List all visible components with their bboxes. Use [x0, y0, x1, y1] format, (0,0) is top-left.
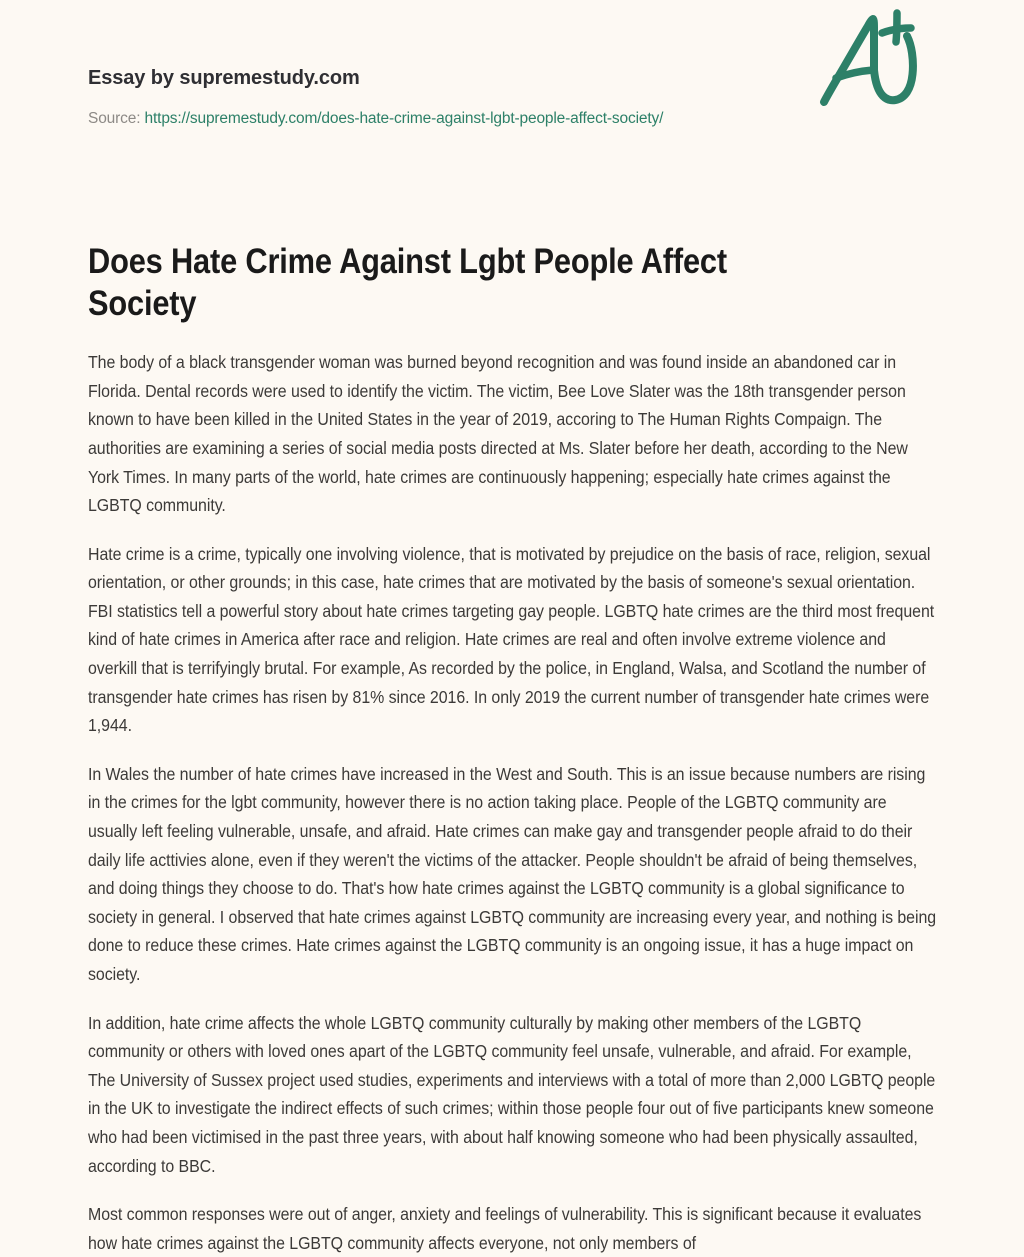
byline: Essay by supremestudy.com — [88, 67, 360, 89]
page-header — [88, 0, 936, 129]
body-paragraph: In Wales the number of hate crimes have increased in the West and South. This is an issue because numbers are rising in the crimes for the lgbt community, however there is no action taking place. People of the LGBTQ community are usually left feeling vulnerable, unsafe, and afraid. Hate crimes can make gay and transgender people afraid to do their daily life acttivies alone, even if they weren't the victims of the attacker. People shouldn't be afraid of being themselves, and doing things they choose to do. That's how hate crimes against the LGBTQ community is a global significance to society in general. I observed that hate crimes against LGBTQ community are increasing every year, and nothing is being done to reduce these crimes. Hate crimes against the LGBTQ community is an ongoing issue, it has a huge impact on society. — [88, 763, 937, 985]
body-paragraph: Most common responses were out of anger, anxiety and feelings of vulnerability. This is significant because it evaluates how hate crimes against the LGBTQ community affects everyone, not only members of — [88, 1204, 922, 1253]
source-url-link[interactable]: https://supremestudy.com/does-hate-crime-against-lgbt-people-affect-society/ — [144, 110, 664, 127]
body-paragraph: In addition, hate crime affects the whole LGBTQ community culturally by making other members of the LGBTQ community or others with loved ones apart of the LGBTQ community feel unsafe, vulnerable, and afraid. For example, The University of Sussex project used studies, experiments and interviews with a total of more than 2,000 LGBTQ people in the UK to investigate the indirect effects of such crimes; within those people four out of five participants knew someone who had been victimised in the past three years, with about half knowing someone who had been physically assaulted, according to BBC. — [88, 1012, 936, 1176]
source-line — [88, 109, 936, 129]
a-plus-logo-icon — [814, 4, 932, 116]
page-title: Does Hate Crime Against Lgbt People Affect Society — [88, 242, 727, 324]
essay-body — [88, 325, 936, 1257]
body-paragraph: The body of a black transgender woman was burned beyond recognition and was found inside an abandoned car in Florida. Dental records were used to identify the victim. The victim, Bee Love Slater was the 18th transgender person known to have been killed in the United States in the year of 2019, accoring to The Human Rights Compaign. The authorities are examining a series of social media posts directed at Ms. Slater before her death, according to the New York Times. In many parts of the world, hate crimes are continuously happening; especially hate crimes against the LGBTQ community. — [88, 352, 908, 516]
body-paragraph: Hate crime is a crime, typically one involving violence, that is motivated by prejudice on the basis of race, religion, sexual orientation, or other grounds; in this case, hate crimes that are motivated by the basis of someone's sexual orientation. FBI statistics tell a powerful story about hate crimes targeting gay people. LGBTQ hate crimes are the third most frequent kind of hate crimes in America after race and religion. Hate crimes are real and often involve extreme violence and overkill that is terrifyingly brutal. For example, As recorded by the police, in England, Walsa, and Scotland the number of transgender hate crimes has risen by 81% since 2016. In only 2019 the current number of transgender hate crimes were 1,944. — [88, 543, 935, 736]
source-label: Source: — [88, 110, 141, 127]
